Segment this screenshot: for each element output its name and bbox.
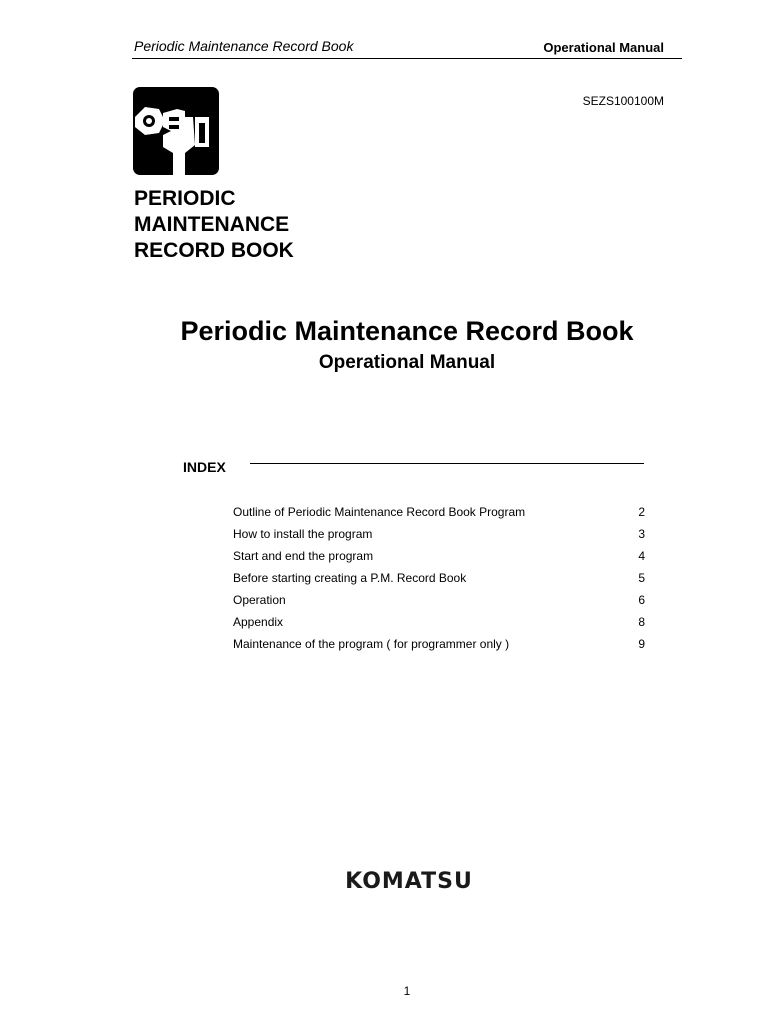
header-divider <box>132 58 682 59</box>
toc-item-title: How to install the program <box>233 527 373 541</box>
toc-item[interactable] <box>233 613 645 635</box>
header-manual-type: Operational Manual <box>543 40 664 55</box>
toc-item[interactable] <box>233 525 645 547</box>
table-of-contents <box>233 503 645 657</box>
index-heading: INDEX <box>183 459 226 475</box>
document-code: SEZS100100M <box>582 94 664 108</box>
toc-item-page: 8 <box>638 615 645 629</box>
toc-item-page: 3 <box>638 527 645 541</box>
cover-title-line: RECORD BOOK <box>134 239 294 262</box>
cover-big-title <box>134 186 294 264</box>
maintenance-wrench-icon <box>133 87 219 175</box>
page-number: 1 <box>403 984 411 998</box>
cover-title-line: MAINTENANCE <box>134 213 290 236</box>
toc-item-title: Maintenance of the program ( for programmer only ) <box>233 637 510 651</box>
toc-item-page: 5 <box>638 571 645 585</box>
sub-title: Operational Manual <box>318 352 496 373</box>
toc-item[interactable] <box>233 635 645 657</box>
toc-item-title: Outline of Periodic Maintenance Record Book Program <box>233 505 526 519</box>
komatsu-logo: KOMATSU <box>345 869 473 894</box>
main-title: Periodic Maintenance Record Book <box>180 316 634 346</box>
toc-item[interactable] <box>233 547 645 569</box>
toc-item[interactable] <box>233 503 645 525</box>
toc-item-title: Before starting creating a P.M. Record Book <box>233 571 467 585</box>
toc-item-page: 9 <box>638 637 645 651</box>
toc-item-title: Operation <box>233 593 286 607</box>
toc-item-title: Appendix <box>233 615 284 629</box>
toc-item-page: 4 <box>638 549 645 563</box>
toc-item-page: 2 <box>638 505 645 519</box>
toc-item-title: Start and end the program <box>233 549 374 563</box>
cover-title-line: PERIODIC <box>134 187 236 210</box>
toc-item[interactable] <box>233 569 645 591</box>
toc-item[interactable] <box>233 591 645 613</box>
toc-item-page: 6 <box>638 593 645 607</box>
index-divider <box>250 463 644 464</box>
header-document-title: Periodic Maintenance Record Book <box>134 38 354 54</box>
